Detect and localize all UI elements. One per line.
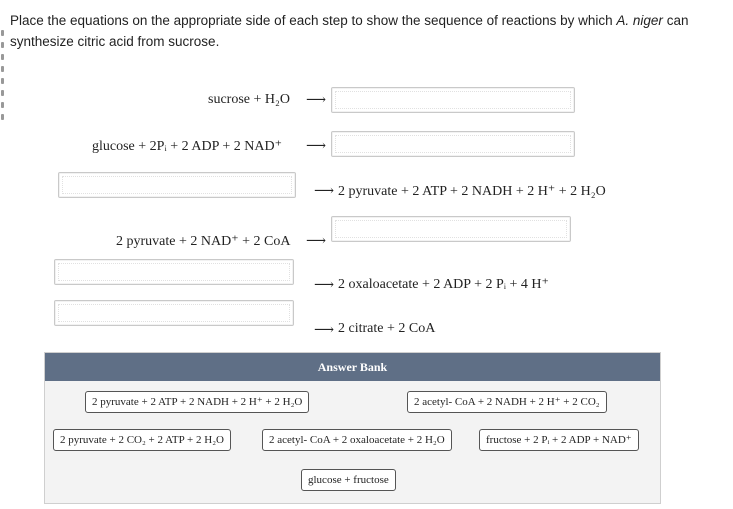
step1-left-equation: sucrose + H₂O [208,92,290,107]
step1-right-drop-zone[interactable] [331,87,575,113]
step2-right-drop-zone[interactable] [331,131,575,157]
step3-left-drop-zone[interactable] [58,172,296,198]
step4-arrow-icon: ⟶ [306,234,327,249]
step5-right-equation: 2 oxaloacetate + 2 ADP + 2 Pᵢ + 4 H⁺ [338,277,549,292]
answer-chip-acetyl-coa-nadh-co2[interactable]: 2 acetyl- CoA + 2 NADH + 2 H⁺ + 2 CO₂ [407,391,607,413]
step2-arrow-icon: ⟶ [306,139,327,154]
step5-arrow-icon: ⟶ [314,278,335,293]
step4-right-drop-zone[interactable] [331,216,571,242]
instructions [10,10,725,52]
step2-left-equation: glucose + 2Pᵢ + 2 ADP + 2 NAD⁺ [92,139,282,154]
instructions-text-end: can synthesize citric acid from sucrose. [10,13,689,49]
step5-left-drop-zone[interactable] [54,259,294,285]
answer-bank [44,352,661,504]
answer-chip-pyruvate-co2-atp[interactable]: 2 pyruvate + 2 CO₂ + 2 ATP + 2 H₂O [53,429,231,451]
answer-chip-acetyl-coa-oxaloacetate[interactable]: 2 acetyl- CoA + 2 oxaloacetate + 2 H₂O [262,429,452,451]
step6-left-drop-zone[interactable] [54,300,294,326]
answer-chip-pyruvate-atp-nadh[interactable]: 2 pyruvate + 2 ATP + 2 NADH + 2 H⁺ + 2 H₂O [85,391,309,413]
answer-chip-fructose-pi-adp[interactable]: fructose + 2 Pᵢ + 2 ADP + NAD⁺ [479,429,639,451]
answer-chip-glucose-fructose[interactable]: glucose + fructose [301,469,396,491]
step6-arrow-icon: ⟶ [314,323,335,338]
side-watermark [0,30,5,140]
instructions-text: Place the equations on the appropriate side of each step to show the sequence of reactions by which [10,13,617,28]
step3-right-equation: 2 pyruvate + 2 ATP + 2 NADH + 2 H⁺ + 2 H₂O [338,184,606,199]
organism-name: A. niger [616,13,663,28]
step1-arrow-icon: ⟶ [306,93,327,108]
answer-bank-title: Answer Bank [45,353,660,381]
step4-left-equation: 2 pyruvate + 2 NAD⁺ + 2 CoA [116,234,291,249]
step6-right-equation: 2 citrate + 2 CoA [338,321,436,336]
step3-arrow-icon: ⟶ [314,184,335,199]
